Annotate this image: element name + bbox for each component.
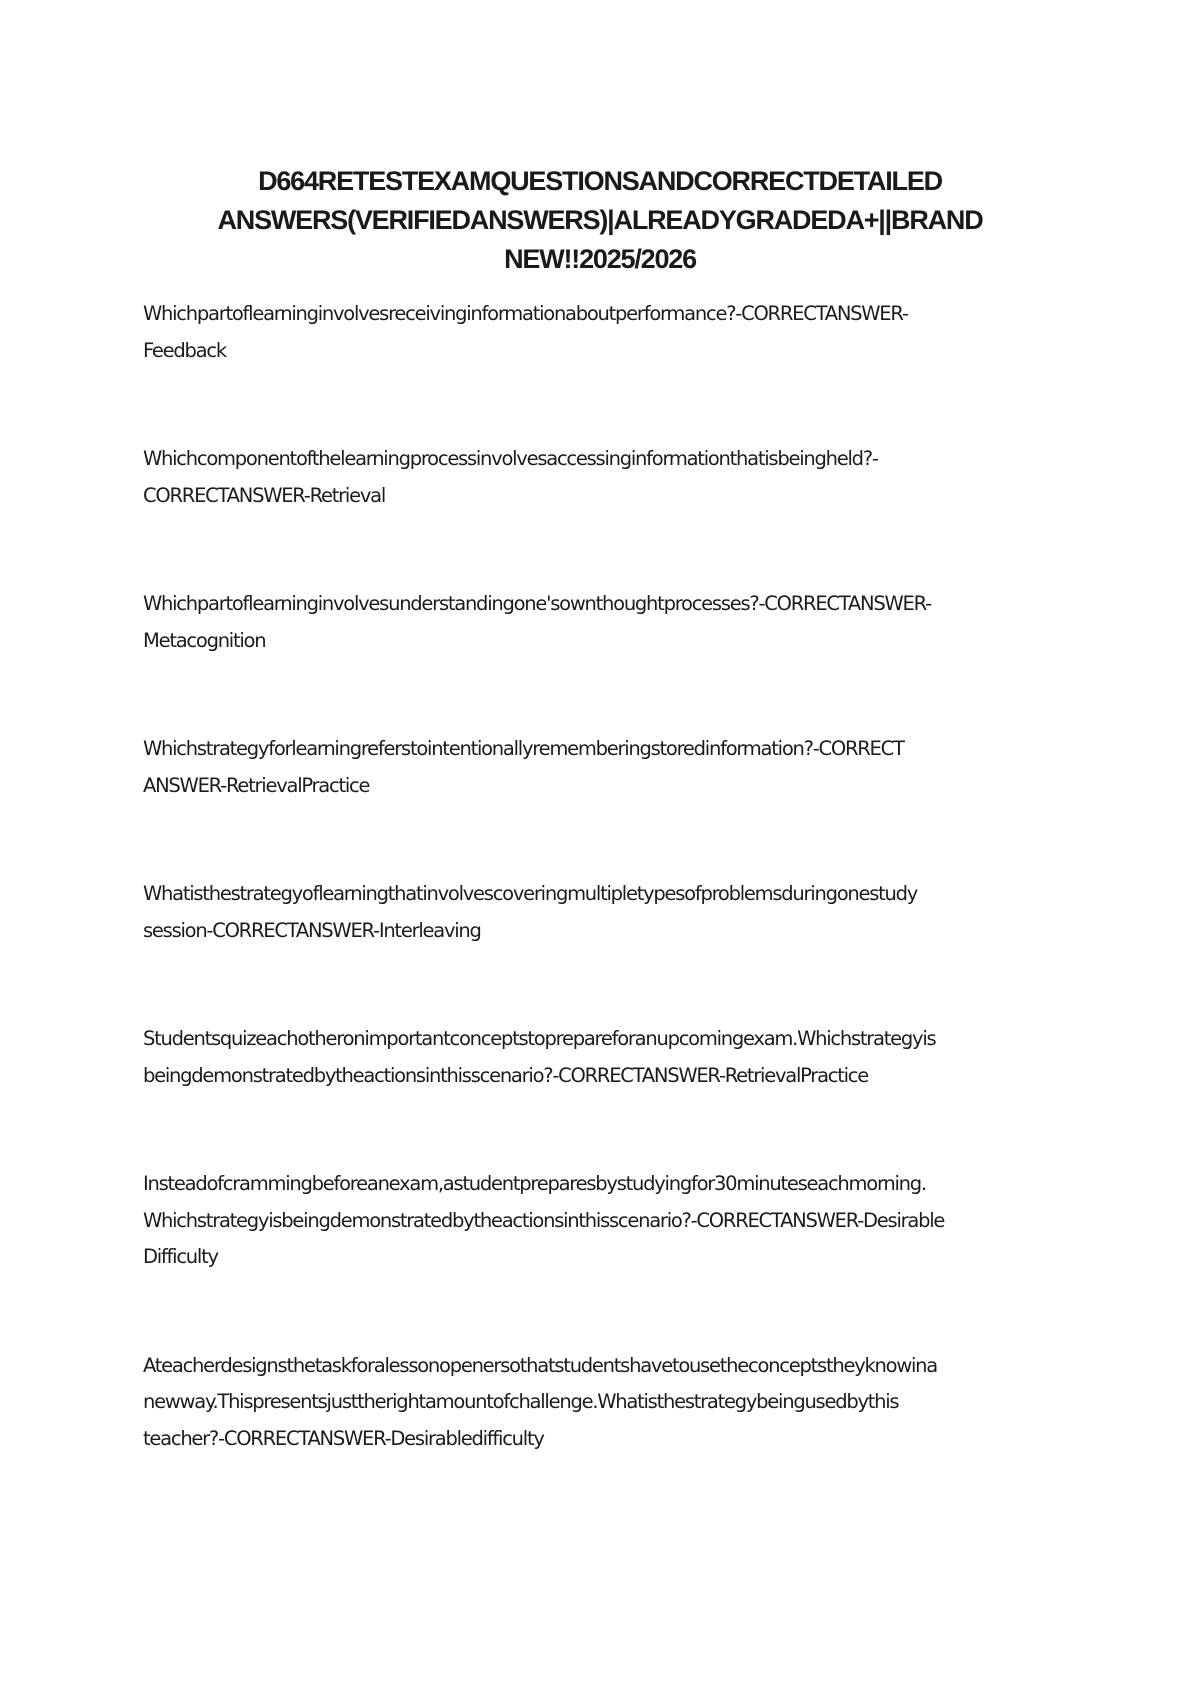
qa-line: Whichpartoflearninginvolvesreceivinginformationaboutperformance?-CORRECTANSWER- bbox=[143, 302, 908, 325]
qa-line: Studentsquizeachotheronimportantconceptstoprepareforanupcomingexam.Whichstrategyis bbox=[143, 1027, 936, 1050]
qa-line: Whichstrategyforlearningreferstointentionallyrememberingstoredinformation?-CORRECT bbox=[143, 737, 904, 760]
qa-item bbox=[143, 1348, 1063, 1458]
qa-item bbox=[143, 296, 1063, 369]
qa-line: Feedback bbox=[143, 338, 226, 362]
qa-line: newway.Thispresentsjusttherightamountofchallenge.Whatisthestrategybeingusedbythis bbox=[143, 1390, 899, 1413]
question-answer-list bbox=[143, 296, 1063, 1529]
qa-item bbox=[143, 441, 1063, 514]
qa-line: Ateacherdesignsthetaskforalessonopenersothatstudentshavetousetheconceptstheyknowina bbox=[143, 1353, 937, 1377]
qa-line: Whatisthestrategyoflearningthatinvolvescoveringmultipletypesofproblemsduringonestudy bbox=[143, 882, 918, 905]
qa-line: session-CORRECTANSWER-Interleaving bbox=[143, 918, 481, 942]
qa-line: beingdemonstratedbytheactionsinthisscenario?-CORRECTANSWER-RetrievalPractice bbox=[143, 1063, 869, 1087]
title-line: ANSWERS(VERIFIEDANSWERS)|ALREADYGRADEDA+||BRAND bbox=[217, 205, 983, 235]
qa-line: teacher?-CORRECTANSWER-Desirabledifficulty bbox=[143, 1426, 544, 1450]
qa-line: CORRECTANSWER-Retrieval bbox=[143, 483, 386, 507]
title-line: NEW!!2025/2026 bbox=[504, 244, 696, 274]
qa-line: Metacognition bbox=[143, 628, 266, 652]
title-line: D664RETESTEXAMQUESTIONSANDCORRECTDETAILED bbox=[258, 166, 942, 196]
qa-line: Whichstrategyisbeingdemonstratedbytheactionsinthisscenario?-CORRECTANSWER-Desirable bbox=[143, 1208, 945, 1232]
qa-line: Difficulty bbox=[143, 1245, 218, 1268]
qa-item bbox=[143, 876, 1063, 949]
qa-item bbox=[143, 1166, 1063, 1276]
qa-line: Whichcomponentofthelearningprocessinvolvesaccessinginformationthatisbeingheld?- bbox=[143, 447, 878, 470]
qa-line: Insteadofcrammingbeforeanexam,astudentpreparesbystudyingfor30minuteseachmorning. bbox=[143, 1172, 926, 1195]
qa-item bbox=[143, 586, 1063, 659]
qa-item bbox=[143, 1021, 1063, 1094]
qa-line: Whichpartoflearninginvolvesunderstandingone'sownthoughtprocesses?-CORRECTANSWER- bbox=[143, 592, 931, 615]
qa-item bbox=[143, 731, 1063, 804]
qa-line: ANSWER-RetrievalPractice bbox=[143, 773, 370, 797]
document-title bbox=[140, 162, 1060, 279]
